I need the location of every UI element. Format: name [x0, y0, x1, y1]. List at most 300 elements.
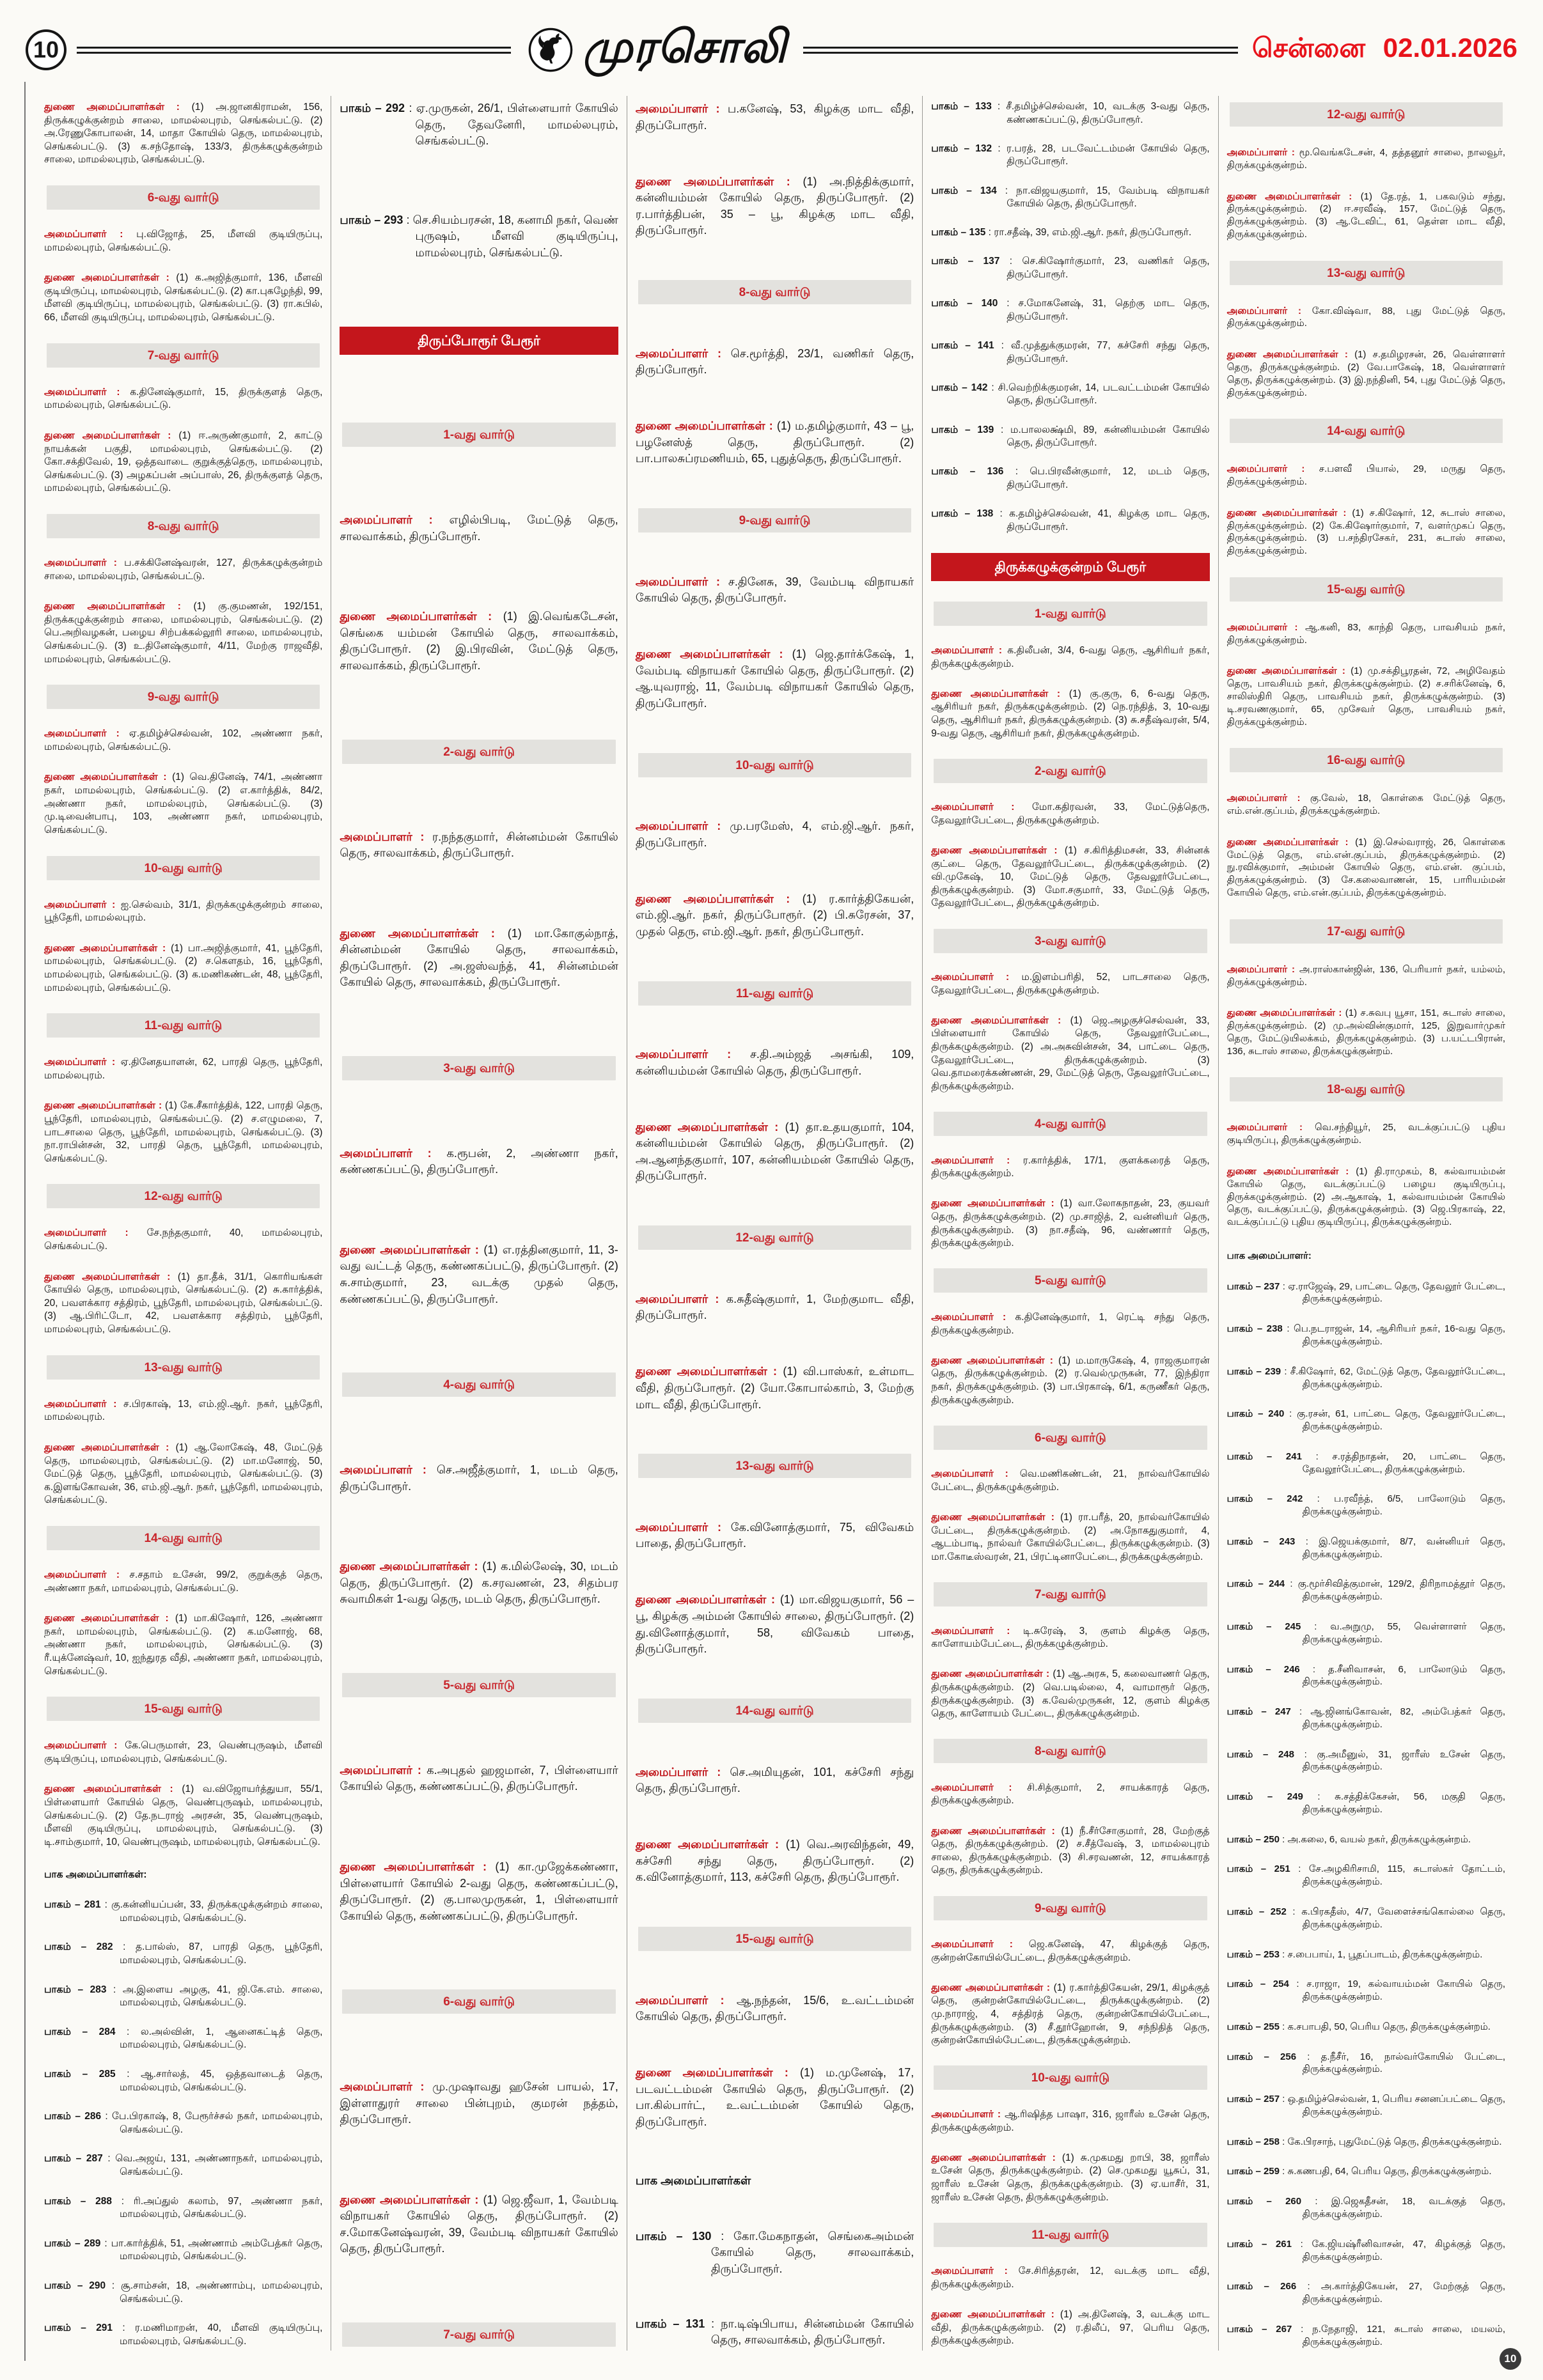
organizer-label: அமைப்பாளர் : — [635, 575, 728, 588]
organizer-label: அமைப்பாளர் : — [1226, 621, 1305, 633]
part-number-label: பாகம் – 286 — [44, 2111, 102, 2122]
organizer-label: அமைப்பாளர் : — [44, 557, 125, 568]
part-organizer-entry: பாகம் – 257 : ஒ.தமிழ்ச்செல்வன், 1, பெரிய சனனப்பட்டை தெரு, திருக்கழுக்குன்றம். — [1226, 2094, 1506, 2117]
organizer-entry: அமைப்பாளர் : மு.முஷாவது ஹசேன் பாயல், 17, இள்ளாதுரர் சாலை பின்புறம், குமரன் நத்தம், திருப்போரூர். — [340, 2080, 618, 2126]
part-organizer-entry: பாகம் – 237 : ஏ.ராஜேஷ், 29, பாட்டை தெரு, தேவலூர் பேட்டை, திருக்கழுக்குன்றம். — [1226, 1280, 1506, 1305]
organizer-entry: அமைப்பாளர் : க.ரூபன், 2, அண்ணா நகர், கண்ணகப்பட்டு, திருப்போரூர். — [340, 1146, 618, 1176]
edition-dateline — [1248, 33, 1517, 67]
ward-header: 17-வது வார்டு — [1230, 919, 1503, 944]
organizer-label: அமைப்பாளர் : — [340, 830, 432, 843]
ward-header: 13-வது வார்டு — [47, 1355, 320, 1380]
deputy-organizers-label: துணை அமைப்பாளர்கள் : — [635, 2066, 800, 2080]
page-number-top: 10 — [26, 29, 67, 70]
organizer-label: அமைப்பாளர் : — [44, 1740, 125, 1752]
organizer-entry: அமைப்பாளர் : க.தினேஷ்குமார், 15, திருக்குளத் தெரு, மாமல்லபுரம், செங்கல்பட்டு. — [44, 386, 323, 411]
organizer-label: அமைப்பாளர் : — [931, 972, 1022, 983]
organizer-entry: அமைப்பாளர் : ஏ.தமிழ்ச்செல்வன், 102, அண்ணா நகர், மாமல்லபுரம், செங்கல்பட்டு. — [44, 728, 323, 752]
organizer-label: அமைப்பாளர் : — [44, 728, 129, 740]
deputy-organizers-label: துணை அமைப்பாளர்கள் : — [44, 772, 173, 783]
ward-header: 6-வது வார்டு — [934, 1426, 1207, 1450]
ward-header: 14-வது வார்டு — [47, 1526, 320, 1550]
organizer-label: அமைப்பாளர் : — [635, 1993, 737, 2007]
part-organizer-entry: பாகம் – 138 : க.தமிழ்ச்செல்வன், 41, கிழக்கு மாட தெரு, திருப்போரூர். — [931, 508, 1210, 533]
part-number-label: பாகம் – 248 — [1226, 1748, 1294, 1760]
part-organizer-entry: பாகம் – 136 : பெ.பிரவீன்குமார், 12, மடம் தெரு, திருப்போரூர். — [931, 466, 1210, 490]
ward-header: 14-வது வார்டு — [638, 1699, 911, 1723]
part-organizer-entry: பாகம் – 248 : கு.அமீனுல், 31, ஜாரீஸ் உசேன் தெரு, திருக்கழுக்குன்றம். — [1226, 1748, 1506, 1773]
deputy-organizers-label: துணை அமைப்பாளர்கள் : — [44, 601, 194, 612]
deputy-organizers-label: துணை அமைப்பாளர்கள் : — [635, 1593, 780, 1606]
ward-header: 18-வது வார்டு — [1230, 1077, 1503, 1101]
part-number-label: பாகம் – 291 — [44, 2322, 113, 2334]
part-number-label: பாகம் – 254 — [1226, 1979, 1289, 1990]
deputy-organizers-entry: துணை அமைப்பாளர்கள் : (1) தா.உதயகுமார், 104, கன்னியம்மன் கோயில் தெரு, திருப்போரூர். (2) அ.ஆனந்தகுமார், 107, கன்னியம்மன் கோயில் தெரு, திருப்போரூர். — [635, 1120, 914, 1183]
deputy-organizers-label: துணை அமைப்பாளர்கள் : — [340, 2193, 483, 2206]
organizer-entry: அமைப்பாளர் : கே.பெருமாள், 23, வெண்புருஷம், மீளவி குடியிருப்பு, மாமல்லபுரம், செங்கல்பட்டு. — [44, 1740, 323, 1764]
organizer-entry: அமைப்பாளர் : கே.வினோத்குமார், 75, விவேகம் பாதை, திருப்போரூர். — [635, 1520, 914, 1550]
part-organizer-entry: பாகம் – 281 : கு.கன்னியப்பன், 33, திருக்கழுக்குன்றம் சாலை, மாமல்லபுரம், செங்கல்பட்டு. — [44, 1899, 323, 1924]
deputy-organizers-label: துணை அமைப்பாளர்கள் : — [635, 892, 803, 905]
deputy-organizers-entry: துணை அமைப்பாளர்கள் : (1) ச.கிரித்திமசன், 33, சின்னக் குட்டை தெரு, தேவலூர்பேட்டை, திருக்கழுக்குன்றம். (2) வி.முகேஷ், 10, மேட்டுத் தெரு, தேவலூர்பேட்டை, திருக்கழுக்குன்றம். (3) மோ.சகுமார், 33, மேட்டுத் தெரு, தேவலூர்பேட்டை, திருக்கழுக்குன்றம். — [931, 844, 1210, 909]
deputy-organizers-entry: துணை அமைப்பாளர்கள் : (1) அ.ஜானகிராமன், 156, திருக்கழுக்குன்றம் சாலை, மாமல்லபுரம், செங்கல்பட்டு. (2) அ.ரேணுகோபாலன், 14, மாதா கோயில் தெரு, மாமல்லபுரம், செங்கல்பட்டு. (3) க.சந்தோஷ், 133/3, திருக்கழுக்குன்றம் சாலை, மாமல்லபுரம், செங்கல்பட்டு. — [44, 102, 323, 166]
deputy-organizers-label: துணை அமைப்பாளர்கள் : — [635, 648, 792, 661]
ward-header: 14-வது வார்டு — [1230, 419, 1503, 443]
deputy-organizers-label: துணை அமைப்பாளர்கள் : — [931, 1355, 1058, 1366]
part-organizer-entry: பாகம் – 251 : சே.அழகிரிசாமி, 115, சுடாஸ்கர் தோட்டம், திருக்கழுக்குன்றம். — [1226, 1863, 1506, 1888]
deputy-organizers-label: துணை அமைப்பாளர்கள் : — [635, 1120, 785, 1133]
deputy-organizers-entry: துணை அமைப்பாளர்கள் : (1) வெ.அரவிந்தன், 49, கச்சேரி சந்து தெரு, திருப்போரூர். (2) க.வினோத்குமார், 113, கச்சேரி தெரு, திருப்போரூர். — [635, 1838, 914, 1884]
part-organizer-entry: பாகம் – 249 : சு.சத்திக்கேசன், 56, மகுதி தெரு, திருக்கழுக்குன்றம். — [1226, 1791, 1506, 1815]
part-organizer-entry: பாகம் – 287 : வெ.அஜய், 131, அண்ணாநகர், மாமல்லபுரம், செங்கல்பட்டு. — [44, 2153, 323, 2178]
part-organizer-entry: பாகம் – 130 : கோ.மேகநாதன், செங்கைஅம்மன் கோயில் தெரு, சாலவாக்கம், திருப்போரூர். — [635, 2229, 914, 2275]
deputy-organizers-label: துணை அமைப்பாளர்கள் : — [44, 102, 192, 113]
part-organizer-entry: பாகம் – 288 : ரி.அப்துல் கலாம், 97, அண்ணா நகர், மாமல்லபுரம், செங்கல்பட்டு. — [44, 2195, 323, 2220]
organizer-entry: அமைப்பாளர் : க.அபுதல் ஹஜமான், 7, பிள்ளையார் கோயில் தெரு, கண்ணகப்பட்டு, திருப்போரூர். — [340, 1763, 618, 1793]
deputy-organizers-entry: துணை அமைப்பாளர்கள் : (1) தி.ராமுகம், 8, கல்வாயம்மன் கோயில் தெரு, வடக்குப்பட்டு பழைய குடியிருப்பு, திருக்கழுக்குன்றம். (2) அ.ஆகாஷ், 1, கல்வாயம்மன் கோயில் தெரு, வடக்குப்பட்டு, திருக்கழுக்குன்றம். (3) ஜெ.பிரகாஷ், 22, வடக்குப்பட்டு புதிய குடியிருப்பு, திருக்கழுக்குன்றம். — [1226, 1165, 1506, 1228]
deputy-organizers-label: துணை அமைப்பாளர்கள் : — [931, 1668, 1053, 1680]
organizer-entry: அமைப்பாளர் : ச.தினேசு, 39, வேம்படி விநாயகர் கோயில் தெரு, திருப்போரூர். — [635, 575, 914, 605]
part-number-label: பாகம் – 138 — [931, 508, 994, 520]
organizer-label: அமைப்பாளர் : — [340, 1763, 427, 1777]
part-organizer-entry: பாகம் – 238 : பெ.நடராஜன், 14, ஆசிரியர் நகர், 16-வது தெரு, திருக்கழுக்குன்றம். — [1226, 1323, 1506, 1347]
ward-header: 10-வது வார்டு — [47, 856, 320, 880]
column-1 — [36, 96, 331, 2351]
part-number-label: பாகம் – 243 — [1226, 1536, 1296, 1547]
part-organizer-entry: பாகம் – 247 : ஆ.ஜினங்கோவன், 82, அம்பேத்கர் தெரு, திருக்கழுக்குன்றம். — [1226, 1706, 1506, 1730]
organizer-entry: அமைப்பாளர் : ம.இளம்பரிதி, 52, பாடசாலை தெரு, தேவலூர்பேட்டை, திருக்கழுக்குன்றம். — [931, 972, 1210, 996]
deputy-organizers-label: துணை அமைப்பாளர்கள் : — [340, 1243, 484, 1256]
part-number-label: பாகம் – 133 — [931, 101, 992, 112]
organizer-label: அமைப்பாளர் : — [340, 1146, 447, 1160]
deputy-organizers-label: துணை அமைப்பாளர்கள் : — [635, 175, 803, 188]
deputy-organizers-entry: துணை அமைப்பாளர்கள் : (1) ச.சுவபு யூசா, 151, சுடாஸ் சாலை, திருக்கழுக்குன்றம். (2) மு.அல்வின்குமார், 125, இறுவார்முகர் தெரு, மேட்டுயிலக்கம், திருக்கழுக்குன்றம். (3) ப.யட்டபிரான், 136, சுடாஸ் சாலை, திருக்கழுக்குன்றம். — [1226, 1007, 1506, 1057]
organizer-entry: அமைப்பாளர் : பு.விஜோத், 25, மீளவி குடியிருப்பு, மாமல்லபுரம், செங்கல்பட்டு. — [44, 229, 323, 253]
deputy-organizers-entry: துணை அமைப்பாளர்கள் : (1) தே.ரத், 1, பகவடும் சந்து, திருக்கழுக்குன்றம். (2) ஈ.சரவீஷ், 157, மேட்டுத் தெரு, திருக்கழுக்குன்றம். (3) ஆ.டேவிட், 61, தெள்ள மாட வீதி, திருக்கழுக்குன்றம். — [1226, 191, 1506, 240]
column-3 — [627, 96, 922, 2351]
part-organizer-entry: பாகம் – 132 : ர.பரத், 28, படவேட்டம்மன் கோயில் தெரு, திருப்போரூர். — [931, 143, 1210, 167]
part-number-label: பாகம் – 245 — [1226, 1621, 1301, 1632]
organizer-label: அமைப்பாளர் : — [635, 1765, 730, 1778]
deputy-organizers-entry: துணை அமைப்பாளர்கள் : (1) பா.அஜித்குமார், 41, பூந்தேரி, மாமல்லபுரம், செங்கல்பட்டு. (2) ச.கௌதம், 16, பூந்தேரி, மாமல்லபுரம், செங்கல்பட்டு. (3) க.மணிகண்டன், 48, பூந்தேரி, மாமல்லபுரம், செங்கல்பட்டு. — [44, 942, 323, 993]
part-organizer-entry: பாகம் – 256 : த.நீசீர், 16, நால்வர்கோயில் பேட்டை, திருக்கழுக்குன்றம். — [1226, 2051, 1506, 2075]
deputy-organizers-entry: துணை அமைப்பாளர்கள் : (1) கா.முஜேக்கண்ணா, பிள்ளையார் கோயில் 2-வது தெரு, கண்ணகப்பட்டு, திருப்போரூர். (2) கு.பாலமுருகன், 1, பிள்ளையார் கோயில் தெரு, கண்ணகப்பட்டு, திருப்போரூர். — [340, 1860, 618, 1922]
part-number-label: பாகம் – 252 — [1226, 1906, 1287, 1918]
organizer-label: அமைப்பாளர் : — [635, 1520, 731, 1534]
organizer-entry: அமைப்பாளர் : ச.தி.அம்ஜத் அசங்கி, 109, கன்னியம்மன் கோயில் தெரு, திருப்போரூர். — [635, 1048, 914, 1077]
organizer-label: அமைப்பாளர் : — [1226, 305, 1312, 316]
part-number-label: பாகம் – 253 — [1226, 1948, 1280, 1960]
deputy-organizers-label: துணை அமைப்பாளர்கள் : — [340, 1560, 483, 1573]
part-organizer-entry: பாகம் – 244 : கு.மூர்சிவித்குமான், 129/2, திரிநாமத்தூர் தெரு, திருக்கழுக்குன்றம். — [1226, 1578, 1506, 1603]
part-organizer-entry: பாகம் – 291 : ர.மணிமாறன், 40, மீளவி குடியிருப்பு, மாமல்லபுரம், செங்கல்பட்டு. — [44, 2322, 323, 2347]
organizer-label: அமைப்பாளர் : — [635, 1048, 750, 1061]
organizer-label: அமைப்பாளர் : — [931, 802, 1032, 813]
organizer-label: அமைப்பாளர் : — [44, 1227, 147, 1239]
part-organizer-entry: பாகம் – 239 : சீ.கிஷோர், 62, மேட்டுத் தெரு, தேவலூர்பேட்டை, திருக்கழுக்குன்றம். — [1226, 1365, 1506, 1390]
deputy-organizers-label: துணை அமைப்பாளர்கள் : — [1226, 1165, 1356, 1177]
part-organizer-entry: பாகம் – 260 : இ.ஜெகதீசன், 18, வடக்குத் தெரு, திருக்கழுக்குன்றம். — [1226, 2196, 1506, 2220]
deputy-organizers-entry: துணை அமைப்பாளர்கள் : (1) வெ.தினேஷ், 74/1, அண்ணா நகர், மாமல்லபுரம், செங்கல்பட்டு. (2) எ.கார்த்திக், 84/2, அண்ணா நகர், மாமல்லபுரம், செங்கல்பட்டு. (3) மு.டிவைன்பாபு, 103, அண்ணா நகர், மாமல்லபுரம், செங்கல்பட்டு. — [44, 772, 323, 836]
part-number-label: பாகம் – 267 — [1226, 2323, 1292, 2335]
part-organizer-entry: பாகம் – 266 : அ.கார்த்திகேயன், 27, மேற்குத் தெரு, திருக்கழுக்குன்றம். — [1226, 2281, 1506, 2305]
organizer-entry: அமைப்பாளர் : சே.நந்தகுமார், 40, மாமல்லபுரம், செங்கல்பட்டு. — [44, 1227, 323, 1252]
organizer-label: அமைப்பாளர் : — [44, 899, 121, 910]
deputy-organizers-entry: துணை அமைப்பாளர்கள் : (1) வா.லோகநாதன், 23, குயவர் தெரு, திருக்கழுக்குன்றம். (2) மு.சாஜித், 2, வன்னியர் தெரு, திருக்கழுக்குன்றம். (3) நா.சதீஷ், 96, வண்ணார் தெரு, திருக்கழுக்குன்றம். — [931, 1198, 1210, 1249]
deputy-organizers-entry: துணை அமைப்பாளர்கள் : (1) ம.மாருகேஷ், 4, ராஜகுமாரன் தெரு, திருக்கழுக்குன்றம். (2) ர.வெல்முருகன், 77, இந்திரா நகர், திருக்கழுக்குன்றம். (3) பா.பிரகாஷ், 6/1, கருணீகர் தெரு, திருக்கழுக்குன்றம். — [931, 1355, 1210, 1406]
part-organizer-entry: பாகம் – 283 : அ.இளைய அழகு, 41, ஜி.கே.எம். சாலை, மாமல்லபுரம், செங்கல்பட்டு. — [44, 1984, 323, 2009]
organizer-entry: அமைப்பாளர் : க.திலீபன், 3/4, 6-வது தெரு, ஆசிரியர் நகர், திருக்கழுக்குன்றம். — [931, 644, 1210, 669]
ward-header: 12-வது வார்டு — [1230, 102, 1503, 127]
deputy-organizers-label: துணை அமைப்பாளர்கள் : — [635, 1365, 783, 1378]
part-number-label: பாகம் – 256 — [1226, 2051, 1297, 2062]
part-organizer-entry: பாகம் – 253 : ச.பைபாய், 1, பூதப்பாடம், திருக்கழுக்குன்றம். — [1226, 1948, 1483, 1960]
part-number-label: பாகம் – 257 — [1226, 2094, 1280, 2105]
column-5 — [1218, 96, 1514, 2351]
ward-header: 6-வது வார்டு — [342, 1989, 615, 2014]
organizer-entry: அமைப்பாளர் : எழில்பிபடி, மேட்டுத் தெரு, சாலவாக்கம், திருப்போரூர். — [340, 513, 618, 543]
organizer-entry: அமைப்பாளர் : ஆ.ரிஷித்த பாஷா, 316, ஜாரீஸ் உசேன் தெரு, திருக்கழுக்குன்றம். — [931, 2109, 1210, 2133]
organizer-label: அமைப்பாளர் : — [931, 2266, 1019, 2277]
part-number-label: பாகம் – 282 — [44, 1941, 113, 1953]
organizer-entry: அமைப்பாளர் : மு.பரமேஸ், 4, எம்.ஜி.ஆர். நகர், திருப்போரூர். — [635, 820, 914, 849]
masthead-title: முரசொலி — [583, 22, 787, 72]
ward-header: 5-வது வார்டு — [342, 1673, 615, 1697]
part-number-label: பாகம் – 134 — [931, 185, 997, 196]
part-organizer-entry: பாகம் – 141 : வீ.முத்துக்குமரன், 77, கச்சேரி சந்து தெரு, திருப்போரூர். — [931, 339, 1210, 364]
deputy-organizers-entry: துணை அமைப்பாளர்கள் : (1) ஜெ.தார்க்கேஷ், 1, வேம்படி விநாயகர் கோயில் தெரு, திருப்போரூர். (2) ஆ.யுவராஜ், 11, வேம்படி விநாயகர் கோயில் தெரு, திருப்போரூர். — [635, 648, 914, 710]
deputy-organizers-label: துணை அமைப்பாளர்கள் : — [340, 1860, 496, 1873]
part-number-label: பாகம் – 140 — [931, 298, 998, 309]
organizer-entry: அமைப்பாளர் : வெ.சந்தியூர், 25, வடக்குப்பட்டு புதிய குடியிருப்பு, திருக்கழுக்குன்றம். — [1226, 1122, 1506, 1146]
organizer-label: அமைப்பாளர் : — [1226, 463, 1319, 475]
ward-header: 2-வது வார்டு — [342, 740, 615, 764]
part-organizer-entry: பாகம் – 139 : ம.பாலலக்ஷ்மி, 89, கன்னியம்மன் கோயில் தெரு, திருப்போரூர். — [931, 424, 1210, 449]
ward-header: 11-வது வார்டு — [47, 1013, 320, 1038]
deputy-organizers-entry: துணை அமைப்பாளர்கள் : (1) ஈ.அருண்குமார், 2, காட்டு நாயக்கன் பகுதி, மாமல்லபுரம், செங்கல்பட்டு. (2) கோ.சக்திவேல், 19, ஒத்தவாடை குறுக்குத்தெரு, மாமல்லபுரம், செங்கல்பட்டு. (3) அழகப்பன் அப்பாஸ், 26, திருக்குளத் தெரு, மாமல்லபுரம், செங்கல்பட்டு. — [44, 430, 323, 494]
deputy-organizers-entry: துணை அமைப்பாளர்கள் : (1) ஜெ.ஜீவா, 1, வேம்படி விநாயகர் கோயில் தெரு, திருப்போரூர். (2) ச.மோகனேஷ்வரன், 39, வேம்படி விநாயகர் கோயில் தெரு, திருப்போரூர். — [340, 2193, 618, 2255]
part-number-label: பாகம் – 249 — [1226, 1791, 1303, 1803]
organizer-label: அமைப்பாளர் : — [931, 1155, 1023, 1166]
part-organizer-entry: பாகம் – 246 : த.சீனிவாசன், 6, பாலோடும் தெரு, திருக்கழுக்குன்றம். — [1226, 1663, 1506, 1688]
part-number-label: பாகம் – 293 — [340, 213, 403, 226]
part-number-label: பாகம் – 255 — [1226, 2021, 1280, 2032]
part-organizer-entry: பாகம் – 255 : க.சபாபதி, 50, பெரிய தெரு, திருக்கழுக்குன்றம். — [1226, 2021, 1491, 2032]
organizer-entry: அமைப்பாளர் : ர.கார்த்திக், 17/1, குளக்கரைத் தெரு, திருக்கழுக்குன்றம். — [931, 1155, 1210, 1179]
deputy-organizers-label: துணை அமைப்பாளர்கள் : — [1226, 1007, 1345, 1019]
part-number-label: பாகம் – 141 — [931, 339, 994, 351]
deputy-organizers-entry: துணை அமைப்பாளர்கள் : (1) வி.பாஸ்கர், உள்மாட வீதி, திருப்போரூர். (2) யோ.கோபால்காம், 3, மேற்கு மாட வீதி, திருப்போரூர். — [635, 1365, 914, 1411]
deputy-organizers-entry: துணை அமைப்பாளர்கள் : (1) ம.முனேஷ், 17, படவட்டம்மன் கோயில் தெரு, திருப்போரூர். (2) பா.கில்பார்ட், உ.வட்டம்மன் கோயில் தெரு, திருப்போரூர். — [635, 2066, 914, 2128]
deputy-organizers-label: துணை அமைப்பாளர்கள் : — [44, 1442, 176, 1453]
organizer-entry: அமைப்பாளர் : செ.அமியுதன், 101, கச்சேரி சந்து தெரு, திருப்போரூர். — [635, 1765, 914, 1795]
organizer-entry: அமைப்பாளர் : வெ.மணிகண்டன், 21, நால்வர்கோயில் பேட்டை, திருக்கழுக்குன்றம். — [931, 1468, 1210, 1493]
deputy-organizers-label: துணை அமைப்பாளர்கள் : — [44, 1100, 165, 1112]
ward-header: 8-வது வார்டு — [638, 280, 911, 304]
part-number-label: பாகம் – 289 — [44, 2237, 101, 2249]
organizer-entry: அமைப்பாளர் : செ.மூர்த்தி, 23/1, வணிகர் தெரு, திருப்போரூர். — [635, 346, 914, 377]
part-number-label: பாகம் – 261 — [1226, 2238, 1292, 2250]
columns-container — [36, 96, 1514, 2351]
page-left-rule — [24, 82, 26, 2361]
organizer-label: அமைப்பாளர் : — [931, 1311, 1015, 1323]
deputy-organizers-entry: துணை அமைப்பாளர்கள் : (1) வ.விஜோயர்த்துயா, 55/1, பிள்ளையார் கோயில் தெரு, வெண்புருஷம், மாமல்லபுரம், செங்கல்பட்டு. (2) தே.நடராஜ் அரசன், 35, வெண்புருஷம், மீளவி குடியிருப்பு, மாமல்லபுரம், செங்கல்பட்டு. (3) டி.சாம்குமார், 10, வெண்புருஷம், மாமல்லபுரம், செங்கல்பட்டு. — [44, 1784, 323, 1847]
part-number-label: பாகம் – 142 — [931, 382, 988, 393]
organizer-label: அமைப்பாளர் : — [635, 346, 731, 360]
page-number-bottom: 10 — [1500, 2348, 1521, 2370]
part-number-label: பாகம் – 240 — [1226, 1408, 1285, 1420]
deputy-organizers-entry: துணை அமைப்பாளர்கள் : (1) க.அஜித்குமார், 136, மீளவி குடியிருப்பு, மாமல்லபுரம், செங்கல்பட்டு. (2) கா.புகழேந்தி, 99, மீளவி குடியிருப்பு, மாமல்லபுரம், செங்கல்பட்டு. (3) ரா.கபில், 66, மீளவி குடியிருப்பு, மாமல்லபுரம், செங்கல்பட்டு. — [44, 272, 323, 323]
ward-header: 9-வது வார்டு — [638, 508, 911, 533]
deputy-organizers-entry: துணை அமைப்பாளர்கள் : (1) மா.கிஷோர், 126, அண்ணா நகர், மாமல்லபுரம், செங்கல்பட்டு. (2) க.மனோஜ், 68, அண்ணா நகர், மாமல்லபுரம், செங்கல்பட்டு. (3) ரீ.யுக்னேஷ்வர், 10, ஐந்துரத வீதி, அண்ணா நகர், மாமல்லபுரம், செங்கல்பட்டு. — [44, 1613, 323, 1677]
deputy-organizers-label: துணை அமைப்பாளர்கள் : — [340, 926, 508, 940]
part-organizer-entry: பாகம் – 282 : த.பால்ஸ், 87, பாரதி தெரு, பூந்தேரி, மாமல்லபுரம், செங்கல்பட்டு. — [44, 1941, 323, 1966]
deputy-organizers-label: துணை அமைப்பாளர்கள் : — [44, 272, 176, 284]
deputy-organizers-entry: துணை அமைப்பாளர்கள் : (1) ஆ.லோகேஷ், 48, மேட்டுத் தெரு, மாமல்லபுரம், செங்கல்பட்டு. (2) மா.மனோஜ், 50, மேட்டுத் தெரு, பூந்தேரி, மாமல்லபுரம், செங்கல்பட்டு. (3) க.இளங்கோவன், 36, எம்.ஜி.ஆர். நகர், பூந்தேரி, மாமல்லபுரம், செங்கல்பட்டு. — [44, 1442, 323, 1506]
deputy-organizers-entry: துணை அமைப்பாளர்கள் : (1) ம.தமிழ்குமார், 43 – பூ, பழனேஸ்த் தெரு, திருப்போரூர். (2) பா.பாலசுப்ரமணியம், 65, புதுத்தெரு, திருப்போரூர். — [635, 419, 914, 465]
part-organizer-entry: பாகம் – 137 : செ.கிஷோர்குமார், 23, வணிகர் தெரு, திருப்போரூர். — [931, 256, 1210, 281]
deputy-organizers-entry: துணை அமைப்பாளர்கள் : (1) இ.வெங்கடேசன், செங்கை யம்மன் கோயில் தெரு, சாலவாக்கம், திருப்போரூர். (2) இ.பிரவின், மேட்டுத் தெரு, சாலவாக்கம், திருப்போரூர். — [340, 610, 618, 673]
part-number-label: பாகம் – 287 — [44, 2153, 103, 2165]
ward-header: 10-வது வார்டு — [934, 2065, 1207, 2090]
organizer-entry: அமைப்பாளர் : கோ.விஷ்வா, 88, புது மேட்டுத் தெரு, திருக்கழுக்குன்றம். — [1226, 305, 1506, 329]
deputy-organizers-entry: துணை அமைப்பாளர்கள் : (1) ர.கார்த்திகேயன், 29/1, கிழக்குத் தெரு, குன்றன்கோயில்பேட்டை, திருக்கழுக்குன்றம். (2) மு.நாராஜ், 4, சத்திரத் தெரு, குன்றன்கோயில்பேட்டை, திருக்கழுக்குன்றம். (3) சீ.தூர்ஹோன், 9, சந்நிதித் தெரு, குன்றன்கோயில்பேட்டை, திருக்கழுக்குன்றம். — [931, 1982, 1210, 2046]
part-organizer-entry: பாகம் – 135 : ரா.சதீஷ், 39, எம்.ஜி.ஆர். நகர், திருப்போரூர். — [931, 227, 1192, 238]
organizer-label: அமைப்பாளர் : — [44, 1569, 130, 1580]
deputy-organizers-label: துணை அமைப்பாளர்கள் : — [340, 610, 503, 623]
part-number-label: பாகம் – 136 — [931, 466, 1004, 478]
organizer-entry: அமைப்பாளர் : சி.சித்குமார், 2, சாயக்காரத் தெரு, திருக்கழுக்குன்றம். — [931, 1782, 1210, 1807]
ward-header: 5-வது வார்டு — [934, 1268, 1207, 1293]
organizer-entry: அமைப்பாளர் : மோ.கதிரவன், 33, மேட்டுத்தெரு, தேவலூர்பேட்டை, திருக்கழுக்குன்றம். — [931, 802, 1210, 826]
part-number-label: பாகம் – 139 — [931, 424, 994, 435]
part-number-label: பாகம் – 237 — [1226, 1280, 1280, 1292]
part-organizer-entry: பாகம் – 286 : பே.பிரகாஷ், 8, பேரூர்ச்சல் நகர், மாமல்லபுரம், செங்கல்பட்டு. — [44, 2111, 323, 2135]
ward-header: 16-வது வார்டு — [1230, 748, 1503, 772]
deputy-organizers-label: துணை அமைப்பாளர்கள் : — [1226, 507, 1352, 518]
part-organizer-entry: பாகம் – 134 : நா.விஜயகுமார், 15, வேம்படி விநாயகர் கோயில் தெரு, திருப்போரூர். — [931, 185, 1210, 210]
ward-header: 15-வது வார்டு — [638, 1927, 911, 1951]
part-number-label: பாகம் – 259 — [1226, 2166, 1280, 2177]
organizer-entry: அமைப்பாளர் : ஏ.தினேதயாளன், 62, பாரதி தெரு, பூந்தேரி, மாமல்லபுரம். — [44, 1057, 323, 1081]
deputy-organizers-label: துணை அமைப்பாளர்கள் : — [931, 2309, 1060, 2321]
part-organizer-entry: பாகம் – 240 : கு.ரசன், 61, பாட்டை தெரு, தேவலூர்பேட்டை, திருக்கழுக்குன்றம். — [1226, 1408, 1506, 1433]
part-number-label: பாகம் – 137 — [931, 256, 1000, 267]
organizer-label: அமைப்பாளர் : — [635, 102, 728, 115]
organizer-label: அமைப்பாளர் : — [931, 1625, 1023, 1637]
ward-header: 7-வது வார்டு — [47, 343, 320, 368]
part-organizer-entry: பாகம் – 245 : வ.அறுமு, 55, வெள்ளாளர் தெரு, திருக்கழுக்குன்றம். — [1226, 1621, 1506, 1645]
deputy-organizers-label: துணை அமைப்பாளர்கள் : — [931, 1015, 1070, 1026]
ward-header: 13-வது வார்டு — [638, 1454, 911, 1478]
ward-header: 7-வது வார்டு — [934, 1582, 1207, 1606]
ward-header: 2-வது வார்டு — [934, 759, 1207, 783]
part-number-label: பாகம் – 238 — [1226, 1323, 1283, 1335]
edition-city: சென்னை — [1251, 33, 1366, 63]
part-number-label: பாகம் – 285 — [44, 2068, 116, 2080]
part-number-label: பாகம் – 292 — [340, 102, 405, 114]
organizer-label: அமைப்பாளர் : — [1226, 146, 1299, 158]
organizer-label: அமைப்பாளர் : — [1226, 1122, 1315, 1133]
deputy-organizers-entry: துணை அமைப்பாளர்கள் : (1) மா.விஜயகுமார், 56 – பூ, கிழக்கு அம்மன் கோயில் சாலை, திருப்போரூர். (2) து.வினோத்குமார், 58, விவேகம் பாதை, திருப்போரூர். — [635, 1593, 914, 1656]
organizer-entry: அமைப்பாளர் : செ.அஜீத்குமார், 1, மடம் தெரு, திருப்போரூர். — [340, 1463, 618, 1493]
deputy-organizers-label: துணை அமைப்பாளர்கள் : — [44, 430, 179, 441]
part-organizers-heading: பாக அமைப்பாளர்கள் — [635, 2174, 751, 2187]
part-number-label: பாகம் – 281 — [44, 1899, 101, 1911]
deputy-organizers-entry: துணை அமைப்பாளர்கள் : (1) ஆ.அரசு, 5, கலைவாணர் தெரு, திருக்கழுக்குன்றம். (2) வெ.படில்லை, 4, வாமாரூர் தெரு, திருக்கழுக்குன்றம். (3) க.வேல்முருகன், 12, குளம் கிழக்கு தெரு, காளோயம் பேட்டை, திருக்கழுக்குன்றம். — [931, 1668, 1210, 1720]
organizer-entry: அமைப்பாளர் : ஐ.செல்வம், 31/1, திருக்கழுக்குன்றம் சாலை, பூந்தேரி, மாமல்லபுரம். — [44, 899, 323, 924]
deputy-organizers-label: துணை அமைப்பாளர்கள் : — [635, 419, 777, 433]
part-number-label: பாகம் – 246 — [1226, 1663, 1300, 1675]
ward-header: 15-வது வார்டு — [47, 1697, 320, 1721]
part-organizer-entry: பாகம் – 243 : இ.ஜெயக்குமார், 8/7, வன்னியர் தெரு, திருக்கழுக்குன்றம். — [1226, 1536, 1506, 1560]
organizer-entry: அமைப்பாளர் : ப.கனேஷ், 53, கிழக்கு மாட வீதி, திருப்போரூர். — [635, 102, 914, 132]
organizer-entry: அமைப்பாளர் : கு.வேல், 18, கொள்கை மேட்டுத் தெரு, எம்.என்.குப்பம், திருக்கழுக்குன்றம். — [1226, 793, 1506, 817]
ward-header: 7-வது வார்டு — [342, 2322, 615, 2347]
organizer-entry: அமைப்பாளர் : அ.ராஸ்கான்ஜின், 136, பெரியார் நகர், யம்லம், திருக்கழுக்குன்றம். — [1226, 963, 1506, 988]
part-number-label: பாகம் – 241 — [1226, 1451, 1302, 1462]
deputy-organizers-entry: துணை அமைப்பாளர்கள் : (1) மா.கோகுல்நாத், சின்னம்மன் கோயில் தெரு, சாலவாக்கம், திருப்போரூர். (2) அ.ஜஸ்வந்த், 41, சின்னம்மன் கோயில் தெரு, சாலவாக்கம், திருப்போரூர். — [340, 926, 618, 989]
deputy-organizers-entry: துணை அமைப்பாளர்கள் : (1) தா.தீக், 31/1, கொரியங்கள் கோயில் தெரு, மாமல்லபுரம், செங்கல்பட்டு. (2) சு.கார்த்திக், 20, பவளக்கார சத்திரம், பூந்தேரி, மாமல்லபுரம், செங்கல்பட்டு. (3) ஆ.பிரிட்டோ, 42, பவளக்கார சத்திரம், பூந்தேரி, மாமல்லபுரம், செங்கல்பட்டு. — [44, 1271, 323, 1335]
ward-header: 9-வது வார்டு — [47, 685, 320, 709]
deputy-organizers-entry: துணை அமைப்பாளர்கள் : (1) நீ.சீர்சோகுமார், 28, மேற்குத் தெரு, திருக்கழுக்குன்றம். (2) ச.சீத்வேஷ், 3, மாமல்லபுரம் சாலை, திருக்கழுக்குன்றம். (3) சி.சரவணன், 12, சாயக்காரத் தெரு, திருக்கழுக்குன்றம். — [931, 1825, 1210, 1876]
town-section-header: திருப்போரூர் பேரூர் — [340, 327, 618, 355]
organizer-label: அமைப்பாளர் : — [340, 1463, 437, 1477]
deputy-organizers-label: துணை அமைப்பாளர்கள் : — [44, 1613, 175, 1624]
deputy-organizers-label: துணை அமைப்பாளர்கள் : — [1226, 836, 1356, 848]
deputy-organizers-entry: துணை அமைப்பாளர்கள் : (1) கே.சீகார்த்திக், 122, பாரதி தெரு, பூந்தேரி, மாமல்லபுரம், செங்கல்பட்டு. (2) ச.எழுமலை, 7, பாடசாலை தெரு, பூந்தேரி, மாமல்லபுரம், செங்கல்பட்டு. (3) நா.ராபின்சன், 32, பாரதி தெரு, பூந்தேரி, மாமல்லபுரம், செங்கல்பட்டு. — [44, 1100, 323, 1164]
deputy-organizers-label: துணை அமைப்பாளர்கள் : — [931, 1982, 1054, 1993]
deputy-organizers-entry: துணை அமைப்பாளர்கள் : (1) க.மில்லேஷ், 30, மடம் தெரு, திருப்போரூர். (2) க.சரவணன், 23, சிதம்பர சுவாமிகள் 1-வது தெரு, மடம் தெரு, திருப்போரூர். — [340, 1560, 618, 1606]
organizer-label: அமைப்பாளர் : — [931, 644, 1008, 656]
town-section-header: திருக்கழுக்குன்றம் பேரூர் — [931, 553, 1209, 581]
part-number-label: பாகம் – 247 — [1226, 1706, 1291, 1718]
deputy-organizers-label: துணை அமைப்பாளர்கள் : — [1226, 349, 1355, 361]
ward-header: 4-வது வார்டு — [934, 1112, 1207, 1136]
organizer-entry: அமைப்பாளர் : ச.பளவீ பியால், 29, மருது தெரு, திருக்கழுக்குன்றம். — [1226, 463, 1506, 488]
deputy-organizers-label: துணை அமைப்பாளர்கள் : — [931, 844, 1065, 856]
ward-header: 15-வது வார்டு — [1230, 577, 1503, 602]
deputy-organizers-label: துணை அமைப்பாளர்கள் : — [44, 1784, 182, 1795]
organizer-entry: அமைப்பாளர் : ஆ.கனி, 83, காந்தி தெரு, பாவசியம் நகர், திருக்கழுக்குன்றம். — [1226, 621, 1506, 646]
deputy-organizers-entry: துணை அமைப்பாளர்கள் : (1) சு.முகமது றாபி, 38, ஜாரீஸ் உசேன் தெரு, திருக்கழுக்குன்றம். (2) செ.முகமது யூசுப், 31, ஜாரீஸ் உசேன் தெரு, திருக்கழுக்குன்றம். (3) ஏ.யாசீர், 31, ஜாரீஸ் உசேன் தெரு, திருக்கழுக்குன்றம். — [931, 2152, 1210, 2203]
part-number-label: பாகம் – 290 — [44, 2280, 106, 2292]
organizer-entry: அமைப்பாளர் : க.தினேஷ்குமார், 1, ரெட்டி சந்து தெரு, திருக்கழுக்குன்றம். — [931, 1311, 1210, 1336]
part-number-label: பாகம் – 266 — [1226, 2281, 1297, 2292]
organizer-entry: அமைப்பாளர் : ச.சதாம் உசேன், 99/2, குறுக்குத் தெரு, அண்ணா நகர், மாமல்லபுரம், செங்கல்பட்டு. — [44, 1569, 323, 1594]
organizer-entry: அமைப்பாளர் : க.சுதீஷ்குமார், 1, மேற்குமாட வீதி, திருப்போரூர். — [635, 1292, 914, 1322]
organizer-entry: அமைப்பாளர் : ப.சக்கினேஷ்வரன், 127, திருக்கழுக்குன்றம் சாலை, மாமல்லபுரம், செங்கல்பட்டு. — [44, 557, 323, 582]
part-organizer-entry: பாகம் – 241 : ச.ரத்திநாதன், 20, பாட்டை தெரு, தேவலூர்பேட்டை, திருக்கழுக்குன்றம். — [1226, 1451, 1506, 1475]
part-organizer-entry: பாகம் – 133 : சீ.தமிழ்ச்செல்வன், 10, வடக்கு 3-வது தெரு, கண்ணகப்பட்டு, திருப்போரூர். — [931, 101, 1210, 125]
part-number-label: பாகம் – 130 — [635, 2229, 712, 2243]
organizer-label: அமைப்பாளர் : — [931, 2109, 1005, 2120]
organizer-label: அமைப்பாளர் : — [635, 1292, 726, 1305]
part-organizer-entry: பாகம் – 252 : க.பிரகதீஸ், 4/7, வேளைச்சங்கொல்லை தெரு, திருக்கழுக்குன்றம். — [1226, 1906, 1506, 1930]
organizer-label: அமைப்பாளர் : — [44, 229, 137, 240]
part-number-label: பாகம் – 242 — [1226, 1493, 1303, 1505]
ward-header: 10-வது வார்டு — [638, 753, 911, 777]
organizer-entry: அமைப்பாளர் : ஆ.நந்தன், 15/6, உ.வட்டம்மன் கோயில் தெரு, திருப்போரூர். — [635, 1993, 914, 2023]
organizer-entry: அமைப்பாளர் : மூ.வெங்கடேசன், 4, தத்தனூர் சாலை, நாலவூர், திருக்கழுக்குன்றம். — [1226, 146, 1506, 171]
deputy-organizers-label: துணை அமைப்பாளர்கள் : — [44, 1271, 178, 1282]
organizer-label: அமைப்பாளர் : — [931, 1468, 1020, 1480]
part-organizer-entry: பாகம் – 258 : கே.பிரசாந், புதுமேட்டுத் தெரு, திருக்கழுக்குன்றம். — [1226, 2136, 1502, 2147]
part-organizer-entry: பாகம் – 267 : ந.நேதாஜி, 121, சுடாஸ் சாலை, மயலம், திருக்கழுக்குன்றம். — [1226, 2323, 1506, 2347]
part-number-label: பாகம் – 260 — [1226, 2196, 1302, 2207]
ward-header: 1-வது வார்டு — [342, 423, 615, 447]
column-2 — [331, 96, 626, 2351]
part-organizer-entry: பாகம் – 131 : நா.டிஷ்பிபாய, சின்னம்மன் கோயில் தெரு, சாலவாக்கம், திருப்போரூர். — [635, 2317, 914, 2347]
deputy-organizers-label: துணை அமைப்பாளர்கள் : — [931, 1511, 1060, 1523]
deputy-organizers-entry: துணை அமைப்பாளர்கள் : (1) ர.கார்த்திகேயன், எம்.ஜி.ஆர். நகர், திருப்போரூர். (2) பி.சுரேசன், 37, முதல் தெரு, எம்.ஜி.ஆர். நகர், திருப்போரூர். — [635, 892, 914, 938]
part-number-label: பாகம் – 284 — [44, 2026, 116, 2037]
part-number-label: பாகம் – 239 — [1226, 1365, 1281, 1377]
organizer-label: அமைப்பாளர் : — [1226, 793, 1310, 804]
deputy-organizers-entry: துணை அமைப்பாளர்கள் : (1) அ.நித்திக்குமார், கன்னியம்மன் கோயில் தெரு, திருப்போரூர். (2) ர.பார்த்திபன், 35 – பூ, கிழக்கு மாட வீதி, திருப்போரூர். — [635, 175, 914, 237]
ward-header: 3-வது வார்டு — [342, 1056, 615, 1080]
part-organizers-heading: பாக அமைப்பாளர்: — [1226, 1250, 1312, 1261]
organizer-label: அமைப்பாளர் : — [340, 2080, 433, 2094]
part-number-label: பாகம் – 132 — [931, 143, 992, 154]
ward-header: 11-வது வார்டு — [638, 981, 911, 1006]
organizer-entry: அமைப்பாளர் : சே.சிரித்தரன், 12, வடக்கு மாட வீதி, திருக்கழுக்குன்றம். — [931, 2266, 1210, 2290]
part-organizer-entry: பாகம் – 140 : ச.மோகனேஷ், 31, தெற்கு மாட தெரு, திருப்போரூர். — [931, 298, 1210, 322]
organizer-entry: அமைப்பாளர் : ர.நந்தகுமார், சின்னம்மன் கோயில் தெரு, சாலவாக்கம், திருப்போரூர். — [340, 830, 618, 860]
part-organizer-entry: பாகம் – 292 : ஏ.முருகன், 26/1, பிள்ளையார் கோயில் தெரு, தேவனேரி, மாமல்லபுரம், செங்கல்பட்டு. — [340, 102, 618, 148]
part-number-label: பாகம் – 288 — [44, 2195, 112, 2207]
deputy-organizers-entry: துணை அமைப்பாளர்கள் : (1) இ.செல்வராஜ், 26, கொள்கை மேட்டுத் தெரு, எம்.என்.குப்பம், திருக்கழுக்குன்றம். (2) நு.ரவிக்குமார், அம்மன் கோயில் தெரு, எம்.என். குப்பம், திருக்கழுக்குன்றம். (3) சே.கலைவாணன், 15, பாரியம்மன் கோயில் தெரு, எம்.என்.குப்பம், திருக்கழுக்குன்றம். — [1226, 836, 1506, 899]
organizer-label: அமைப்பாளர் : — [931, 1939, 1029, 1950]
deputy-organizers-entry: துணை அமைப்பாளர்கள் : (1) ஜெ.அழகுச்செல்வன், 33, பிள்ளையார் கோயில் தெரு, தேவலூர்பேட்டை, திருக்கழுக்குன்றம். (2) அ.அசுவின்சன், 34, பாட்டை தெரு, தேவலூர்பேட்டை, திருக்கழுக்குன்றம். (3) வெ.தாமரைக்கண்ணன், 29, மேட்டுத் தெரு, தேவலூர்பேட்டை, திருக்கழுக்குன்றம். — [931, 1015, 1210, 1092]
edition-date: 02.01.2026 — [1382, 33, 1518, 63]
deputy-organizers-label: துணை அமைப்பாளர்கள் : — [931, 688, 1069, 699]
part-organizer-entry: பாகம் – 242 : ப.ரவீந்த், 6/5, பாலோடும் தெரு, திருக்கழுக்குன்றம். — [1226, 1493, 1506, 1518]
part-organizer-entry: பாகம் – 284 : ல.அல்வின், 1, ஆனைகட்டித் தெரு, மாமல்லபுரம், செங்கல்பட்டு. — [44, 2026, 323, 2051]
ward-header: 12-வது வார்டு — [638, 1225, 911, 1250]
part-number-label: பாகம் – 131 — [635, 2317, 705, 2330]
part-organizer-entry: பாகம் – 142 : சி.வெற்றிக்குமரன், 14, படவட்டம்மன் கோயில் தெரு, திருப்போரூர். — [931, 382, 1210, 407]
organizer-label: அமைப்பாளர் : — [1226, 963, 1299, 975]
header-rule-left — [77, 47, 511, 54]
part-organizer-entry: பாகம் – 290 : சூ.சாம்சன், 18, அண்ணாம்பு, மாமல்லபுரம், செங்கல்பட்டு. — [44, 2280, 323, 2305]
part-organizer-entry: பாகம் – 254 : ச.ராஜா, 19, கல்வாயம்மன் கோயில் தெரு, திருக்கழுக்குன்றம். — [1226, 1979, 1506, 2003]
organizer-label: அமைப்பாளர் : — [635, 820, 730, 833]
part-number-label: பாகம் – 258 — [1226, 2136, 1280, 2147]
ward-header: 12-வது வார்டு — [47, 1184, 320, 1208]
ward-header: 13-வது வார்டு — [1230, 261, 1503, 285]
column-4 — [922, 96, 1218, 2351]
organizer-label: அமைப்பாளர் : — [44, 386, 130, 398]
